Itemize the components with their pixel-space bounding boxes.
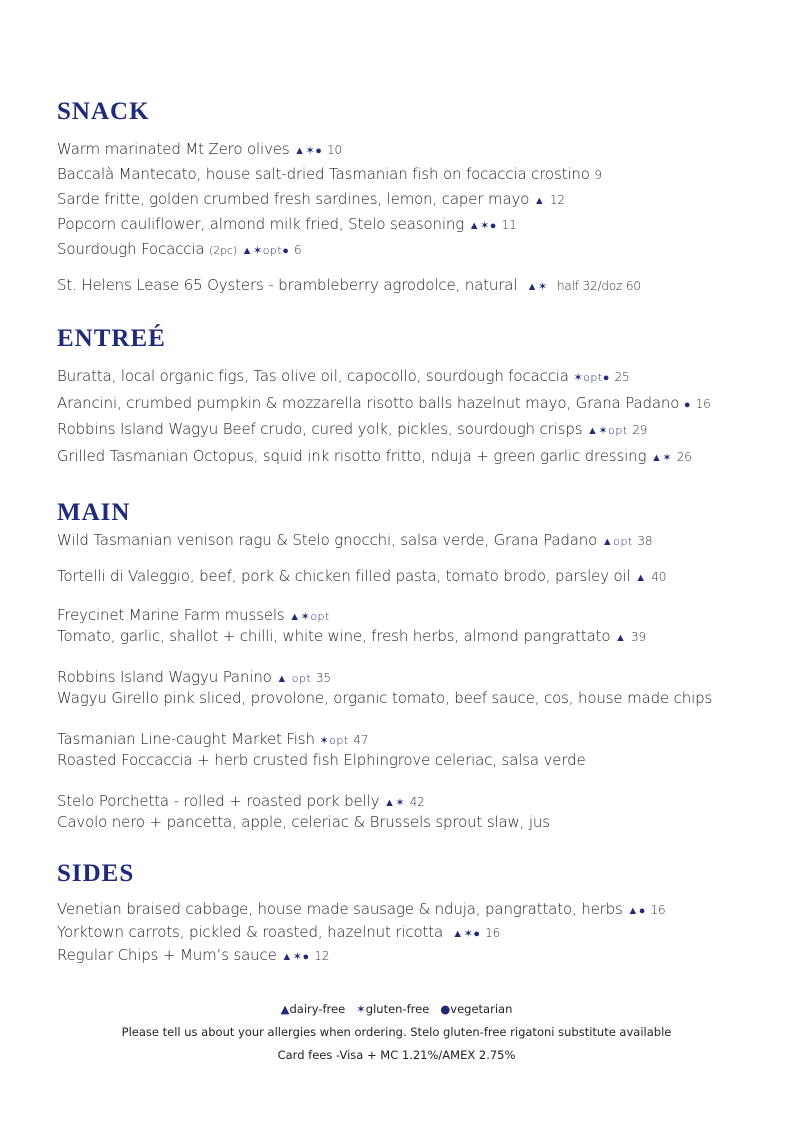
menu-item: Wild Tasmanian venison ragu & Stelo gnocchi, salsa verde, Grana Padano ▲opt 38	[57, 531, 653, 549]
menu-item: Robbins Island Wagyu Beef crudo, cured yolk, pickles, sourdough crisps ▲✶opt 29	[57, 420, 648, 438]
menu-item: Regular Chips + Mum’s sauce ▲✶● 12	[57, 946, 330, 964]
menu-item: Stelo Porchetta - rolled + roasted pork belly ▲✶ 42	[57, 792, 425, 810]
menu-item-description: Wagyu Girello pink sliced, provolone, organic tomato, beef sauce, cos, house made chips	[57, 689, 713, 707]
menu-item: Tortelli di Valeggio, beef, pork & chicken filled pasta, tomato brodo, parsley oil ▲ 40	[57, 567, 667, 585]
menu-item-description: Tomato, garlic, shallot + chilli, white wine, fresh herbs, almond pangrattato ▲ 39	[57, 627, 646, 645]
menu-item: Freycinet Marine Farm mussels ▲✶opt	[57, 606, 330, 624]
section-heading-entree: ENTREÉ	[57, 325, 166, 352]
allergy-notice: Please tell us about your allergies when ordering. Stelo gluten-free rigatoni substitute available	[121, 1025, 672, 1039]
menu-item: Sarde fritte, golden crumbed fresh sardines, lemon, caper mayo ▲ 12	[57, 190, 565, 208]
menu-item: Arancini, crumbed pumpkin & mozzarella risotto balls hazelnut mayo, Grana Padano ● 16	[57, 394, 711, 412]
menu-item: Popcorn cauliflower, almond milk fried, Stelo seasoning ▲✶● 11	[57, 215, 517, 233]
menu-item: Yorktown carrots, pickled & roasted, hazelnut ricotta ▲✶● 16	[57, 923, 501, 941]
menu-item: Venetian braised cabbage, house made sausage & nduja, pangrattato, herbs ▲● 16	[57, 900, 666, 918]
card-fees-notice: Card fees -Visa + MC 1.21%/AMEX 2.75%	[277, 1048, 516, 1062]
menu-item: Warm marinated Mt Zero olives ▲✶● 10	[57, 140, 343, 158]
section-heading-main: MAIN	[57, 499, 131, 526]
menu-item: Robbins Island Wagyu Panino ▲ opt 35	[57, 668, 331, 686]
menu-item-description: Roasted Foccaccia + herb crusted fish Elphingrove celeriac, salsa verde	[57, 751, 586, 769]
section-heading-snack: SNACK	[57, 98, 150, 125]
menu-item: Grilled Tasmanian Octopus, squid ink risotto fritto, nduja + green garlic dressing ▲✶ 26	[57, 447, 692, 465]
menu-item: Sourdough Focaccia (2pc) ▲✶opt● 6	[57, 240, 302, 258]
menu-item: Baccalà Mantecato, house salt-dried Tasmanian fish on focaccia crostino 9	[57, 165, 602, 183]
dietary-legend: ▲dairy-free ✶gluten-free ●vegetarian	[280, 1002, 513, 1016]
menu-item-description: Cavolo nero + pancetta, apple, celeriac & Brussels sprout slaw, jus	[57, 813, 550, 831]
menu-item: St. Helens Lease 65 Oysters - brambleberry agrodolce, natural ▲✶ half 32/doz 60	[57, 276, 641, 294]
gluten-free-icon: ✶	[356, 1002, 366, 1016]
dairy-free-icon: ▲	[280, 1002, 290, 1016]
menu-item: Tasmanian Line-caught Market Fish ✶opt 47	[57, 730, 369, 748]
section-heading-sides: SIDES	[57, 860, 135, 887]
vegetarian-icon: ●	[440, 1002, 451, 1016]
menu-item: Buratta, local organic figs, Tas olive oil, capocollo, sourdough focaccia ✶opt● 25	[57, 367, 630, 385]
